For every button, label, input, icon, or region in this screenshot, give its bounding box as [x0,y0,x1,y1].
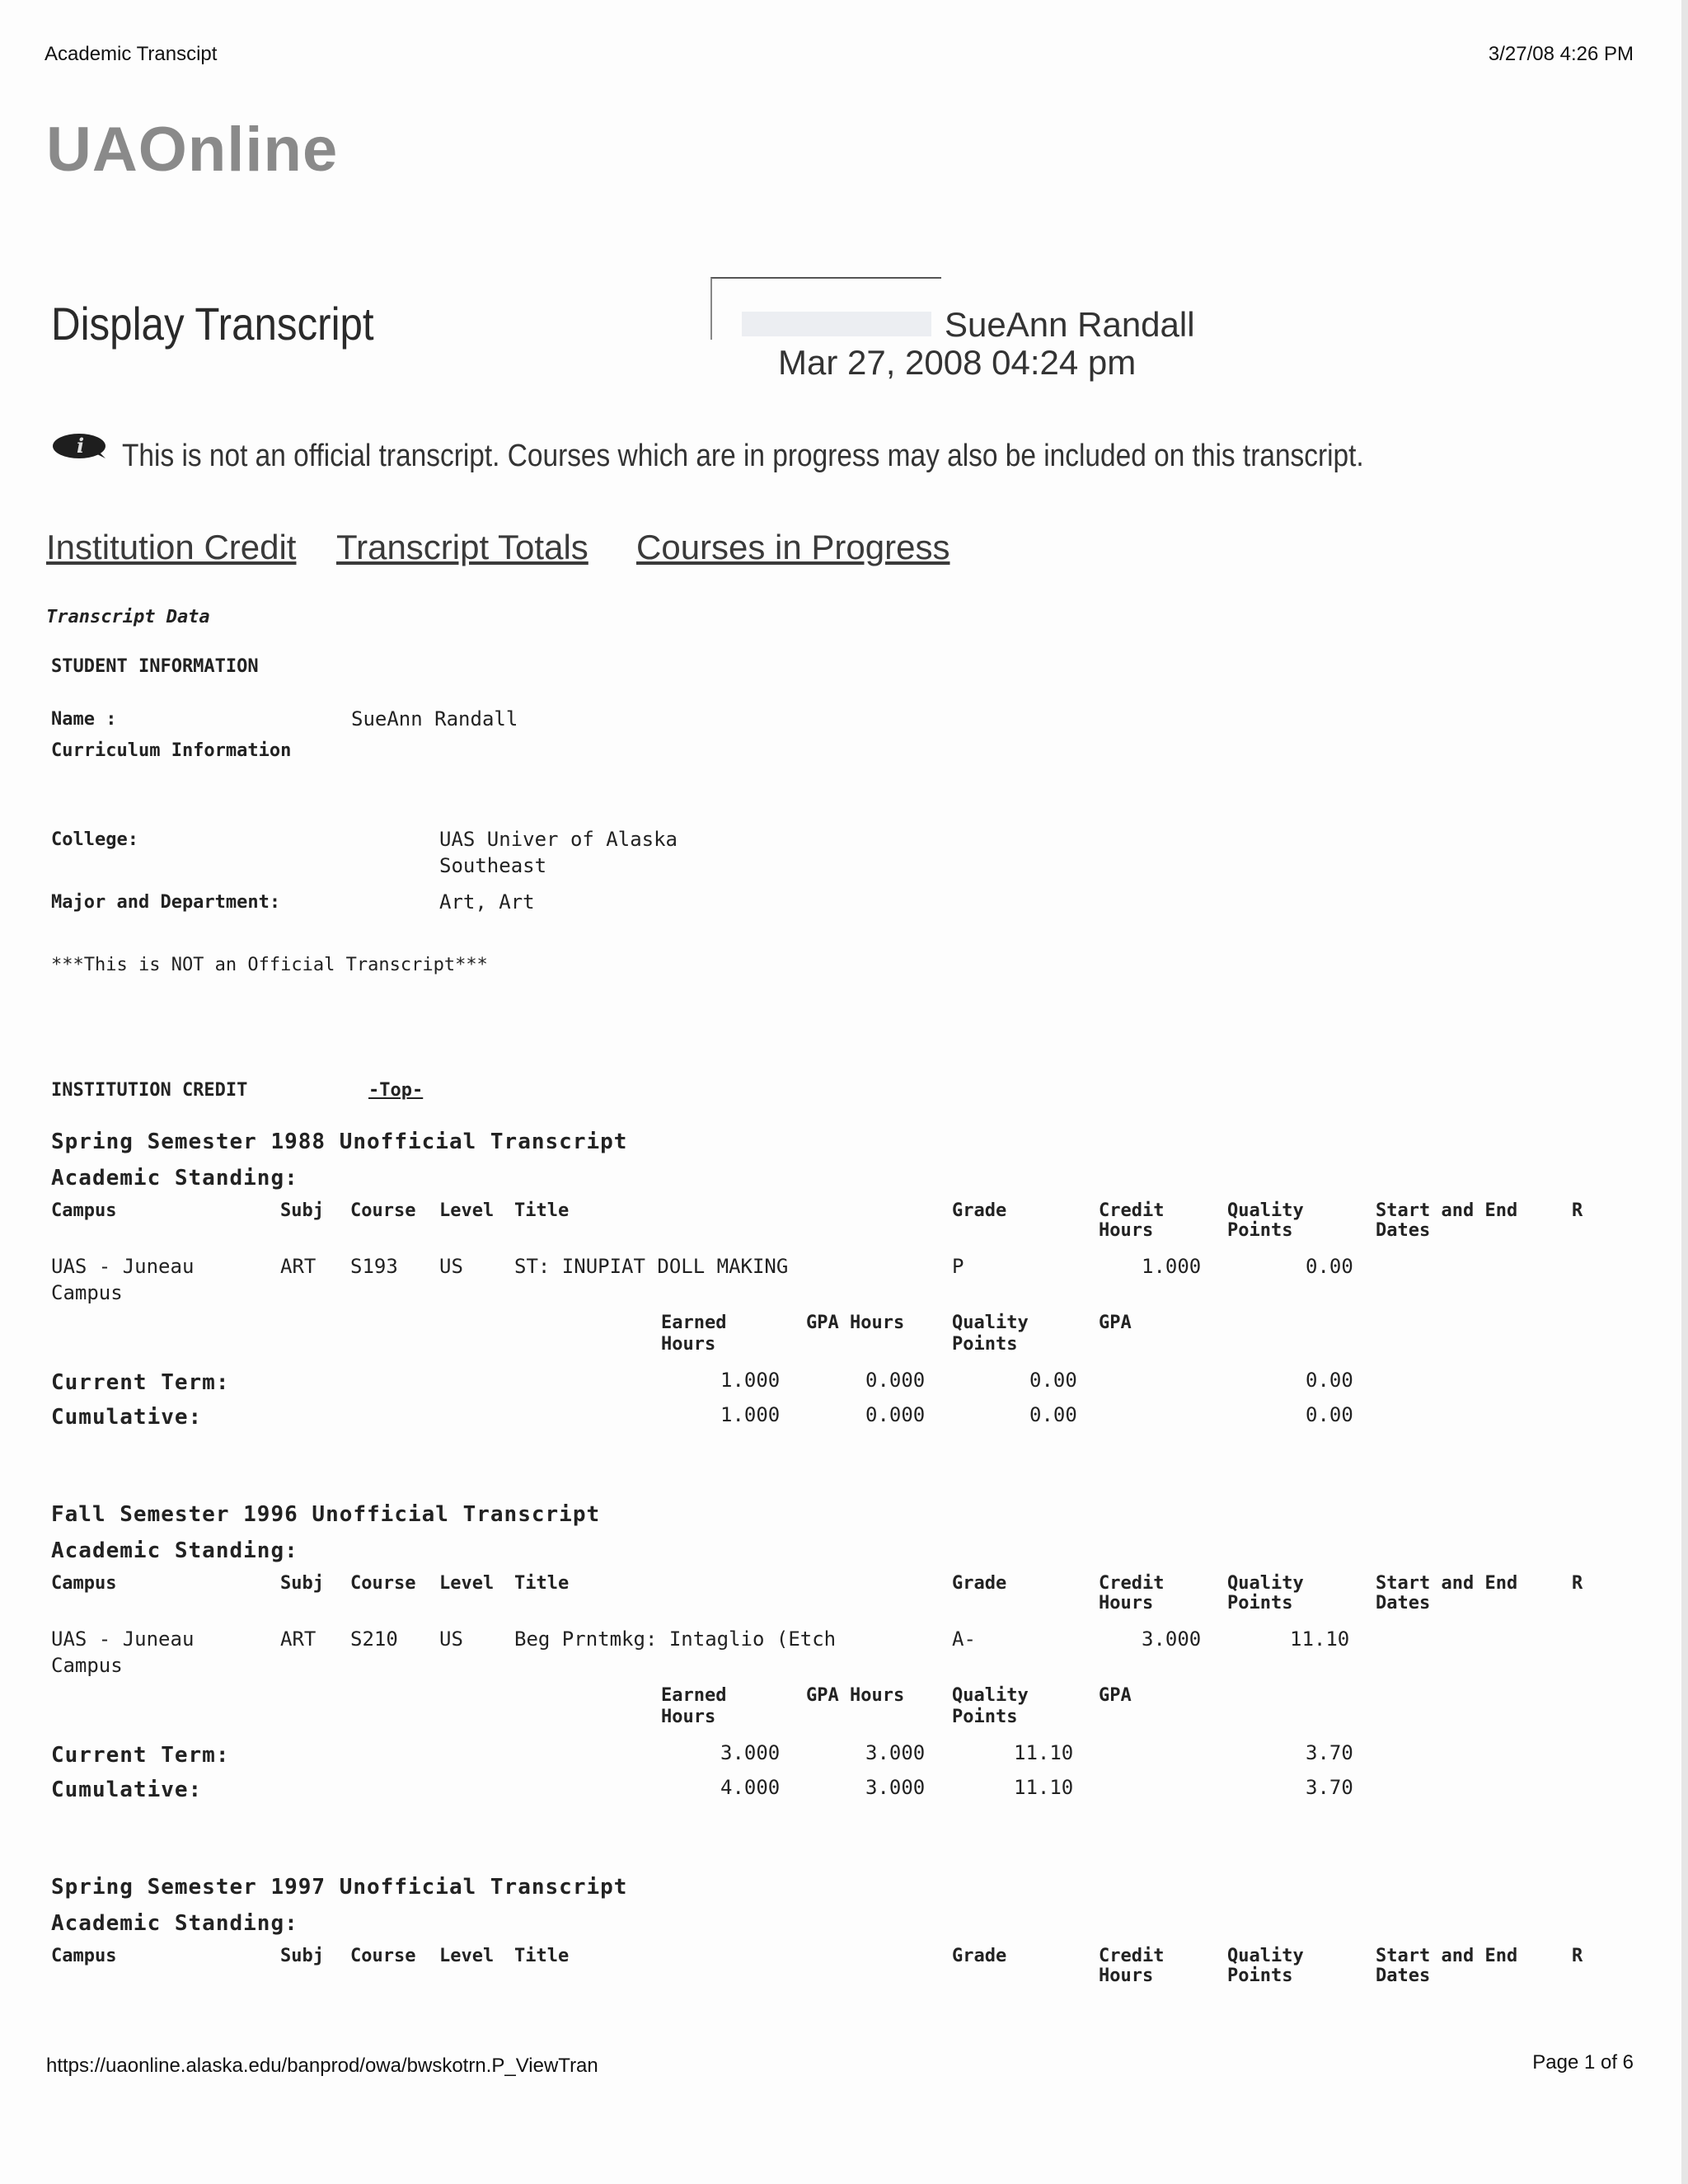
col-subj: Subj [280,1573,324,1594]
col-level: Level [439,1200,495,1221]
top-link[interactable]: -Top- [368,1080,424,1101]
tot-earned-hours-1: Earned [661,1313,727,1333]
col-quality-points-2: Points [1227,1966,1293,1986]
course-number: S193 [350,1255,398,1278]
name-label: Name : [51,709,117,730]
course-campus-line1: UAS - Juneau [51,1627,195,1651]
cumulative-gpa: 0.00 [1306,1403,1353,1426]
college-label: College: [51,829,138,850]
col-credit-hours-1: Credit [1099,1200,1165,1221]
course-credit-hours: 3.000 [1142,1627,1202,1651]
tot-gpa-hours: GPA Hours [806,1313,905,1333]
course-title: Beg Prntmkg: Intaglio (Etch [514,1627,837,1651]
tot-earned-hours-1: Earned [661,1685,727,1706]
major-label: Major and Department: [51,892,281,913]
curriculum-label: Curriculum Information [51,740,292,761]
current-earned: 3.000 [720,1741,781,1764]
course-subj: ART [280,1627,316,1651]
col-credit-hours-1: Credit [1099,1946,1165,1966]
major-value: Art, Art [439,890,535,914]
col-grade: Grade [952,1200,1007,1221]
college-value-line1: UAS Univer of Alaska [439,828,678,851]
page-edge-shadow [1681,0,1688,2184]
unofficial-notice: This is not an official transcript. Courses which are in progress may also be included on this transcript. [122,439,1364,473]
cumulative-gpa: 3.70 [1306,1776,1353,1799]
disclaimer: ***This is NOT an Official Transcript*** [51,955,488,975]
col-course: Course [350,1573,416,1594]
college-value-line2: Southeast [439,854,547,877]
col-subj: Subj [280,1946,324,1966]
col-dates-1: Start and End [1376,1573,1518,1594]
tot-quality-points-1: Quality [952,1685,1029,1706]
nav-transcript-totals[interactable]: Transcript Totals [336,528,588,566]
current-gpa-hours: 3.000 [865,1741,926,1764]
cumulative-label: Cumulative: [51,1778,203,1802]
current-gpa-hours: 0.000 [865,1369,926,1392]
col-course: Course [350,1200,416,1221]
col-subj: Subj [280,1200,324,1221]
col-dates-1: Start and End [1376,1946,1518,1966]
cumulative-earned: 1.000 [720,1403,781,1426]
term-title: Spring Semester 1997 Unofficial Transcript [51,1875,628,1900]
cumulative-gpa-hours: 3.000 [865,1776,926,1799]
institution-credit-heading: INSTITUTION CREDIT [51,1080,248,1101]
current-gpa: 3.70 [1306,1741,1353,1764]
print-header-title: Academic Transcipt [45,43,218,65]
col-r: R [1572,1946,1583,1966]
cumulative-quality: 0.00 [1029,1403,1077,1426]
current-term-label: Current Term: [51,1370,230,1395]
course-grade: P [952,1255,964,1278]
info-icon [51,430,107,462]
col-dates-1: Start and End [1376,1200,1518,1221]
course-quality-points: 11.10 [1290,1627,1350,1651]
col-campus: Campus [51,1200,117,1221]
col-title: Title [514,1200,570,1221]
term-title: Spring Semester 1988 Unofficial Transcript [51,1130,628,1154]
course-subj: ART [280,1255,316,1278]
col-level: Level [439,1573,495,1594]
uaonline-logo: UAOnline [46,115,339,185]
student-info-heading: STUDENT INFORMATION [51,656,259,677]
academic-standing-label: Academic Standing: [51,1538,298,1563]
current-term-label: Current Term: [51,1743,230,1768]
col-dates-2: Dates [1376,1593,1431,1613]
course-level: US [439,1627,463,1651]
tot-gpa: GPA [1099,1313,1132,1333]
col-quality-points-2: Points [1227,1593,1293,1613]
tot-gpa-hours: GPA Hours [806,1685,905,1706]
course-number: S210 [350,1627,398,1651]
course-level: US [439,1255,463,1278]
current-earned: 1.000 [720,1369,781,1392]
tot-quality-points-1: Quality [952,1313,1029,1333]
current-quality: 0.00 [1029,1369,1077,1392]
course-quality-points: 0.00 [1306,1255,1353,1278]
course-campus-line2: Campus [51,1654,123,1677]
svg-text:i: i [77,434,85,458]
col-quality-points-1: Quality [1227,1946,1304,1966]
col-credit-hours-2: Hours [1099,1966,1154,1986]
page-title: Display Transcript [51,298,374,350]
cumulative-label: Cumulative: [51,1405,203,1430]
academic-standing-label: Academic Standing: [51,1911,298,1936]
col-level: Level [439,1946,495,1966]
cumulative-gpa-hours: 0.000 [865,1403,926,1426]
academic-standing-label: Academic Standing: [51,1166,298,1191]
tot-quality-points-2: Points [952,1707,1018,1727]
name-value: SueAnn Randall [351,707,518,730]
col-credit-hours-1: Credit [1099,1573,1165,1594]
header-datetime: Mar 27, 2008 04:24 pm [778,343,1137,382]
tot-quality-points-2: Points [952,1334,1018,1355]
term-title: Fall Semester 1996 Unofficial Transcript [51,1502,601,1527]
student-name-header: SueAnn Randall [945,305,1195,344]
col-quality-points-1: Quality [1227,1200,1304,1221]
nav-courses-in-progress[interactable]: Courses in Progress [636,528,950,566]
course-credit-hours: 1.000 [1142,1255,1202,1278]
col-credit-hours-2: Hours [1099,1593,1154,1613]
col-credit-hours-2: Hours [1099,1220,1154,1241]
col-course: Course [350,1946,416,1966]
cumulative-quality: 11.10 [1014,1776,1074,1799]
course-campus-line2: Campus [51,1281,123,1304]
col-campus: Campus [51,1573,117,1594]
course-campus-line1: UAS - Juneau [51,1255,195,1278]
col-dates-2: Dates [1376,1966,1431,1986]
col-title: Title [514,1573,570,1594]
col-r: R [1572,1573,1583,1594]
tot-gpa: GPA [1099,1685,1132,1706]
cumulative-earned: 4.000 [720,1776,781,1799]
redacted-id-blur [742,312,931,336]
tot-earned-hours-2: Hours [661,1334,716,1355]
col-r: R [1572,1200,1583,1221]
tot-earned-hours-2: Hours [661,1707,716,1727]
course-title: ST: INUPIAT DOLL MAKING [514,1255,789,1278]
nav-institution-credit[interactable]: Institution Credit [46,528,297,566]
col-dates-2: Dates [1376,1220,1431,1241]
col-quality-points-1: Quality [1227,1573,1304,1594]
current-quality: 11.10 [1014,1741,1074,1764]
course-grade: A- [952,1627,976,1651]
current-gpa: 0.00 [1306,1369,1353,1392]
footer-url: https://uaonline.alaska.edu/banprod/owa/bwskotrn.P_ViewTran [46,2055,598,2077]
col-grade: Grade [952,1573,1007,1594]
col-quality-points-2: Points [1227,1220,1293,1241]
transcript-data-label: Transcript Data [46,607,210,627]
col-grade: Grade [952,1946,1007,1966]
col-title: Title [514,1946,570,1966]
footer-page-number: Page 1 of 6 [1532,2051,1634,2074]
print-header-datetime: 3/27/08 4:26 PM [1488,43,1634,65]
col-campus: Campus [51,1946,117,1966]
